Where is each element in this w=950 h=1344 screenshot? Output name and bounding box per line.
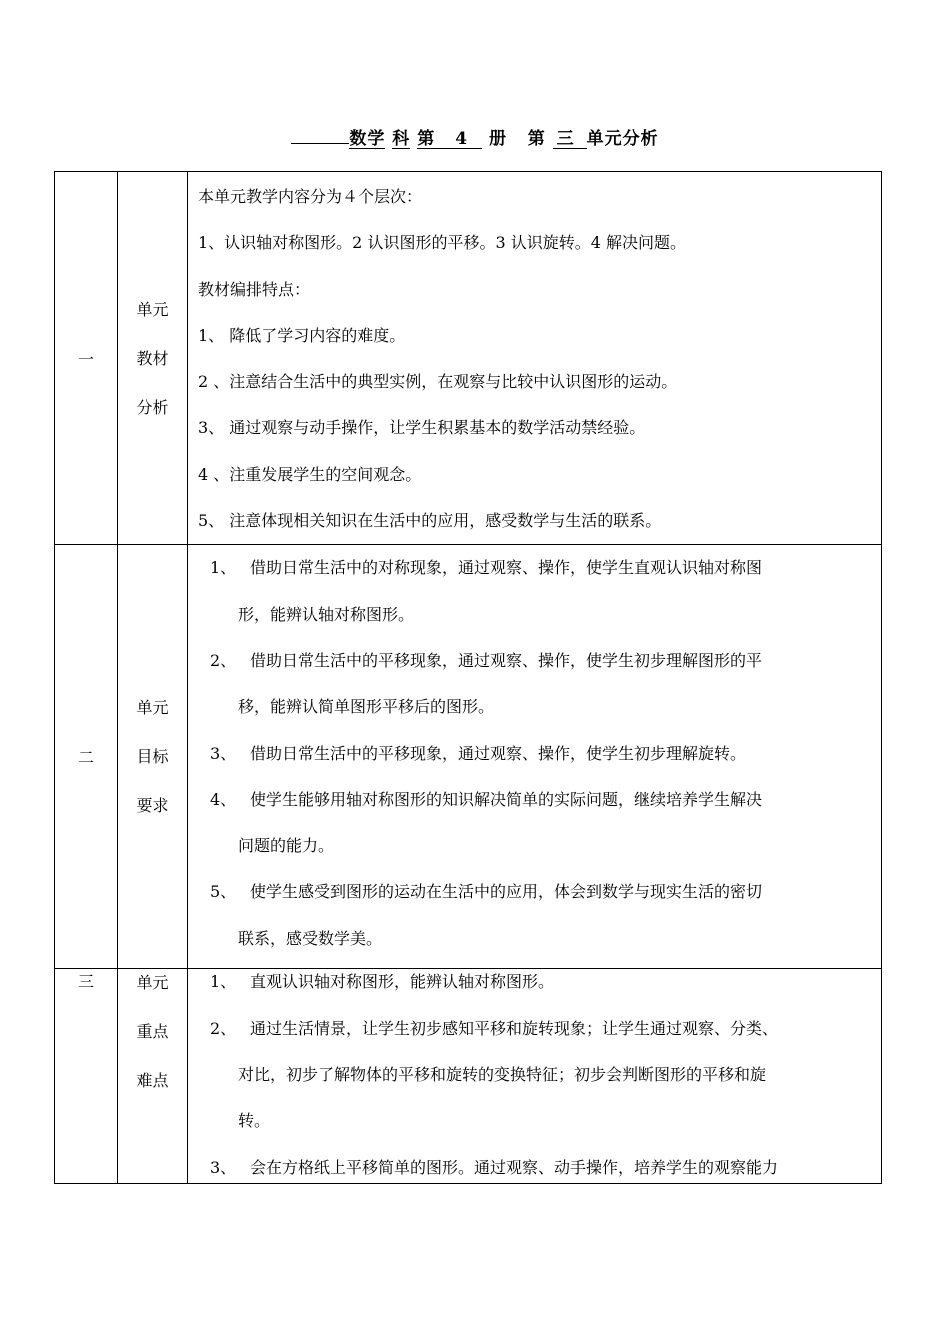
section-content bbox=[188, 172, 882, 545]
list-item: 1、 直观认识轴对称图形，能辨认轴对称图形。 bbox=[210, 972, 555, 992]
list-item: 4、 使学生能够用轴对称图形的知识解决简单的实际问题，继续培养学生解决 问题的能力。 bbox=[210, 789, 763, 856]
section-label: 单元 重点 难点 bbox=[118, 969, 188, 1184]
list-item: 1、 借助日常生活中的对称现象，通过观察、操作，使学生直观认识轴对称图 形，能辨认轴对称图形。 bbox=[210, 558, 763, 624]
list-item: 3、 借助日常生活中的平移现象，通过观察、操作，使学生初步理解旋转。 bbox=[210, 743, 747, 763]
title-di: 第 bbox=[417, 129, 436, 149]
list-item: 2、 借助日常生活中的平移现象，通过观察、操作，使学生初步理解图形的平 移，能辨认简单图形平移后的图形。 bbox=[210, 650, 763, 717]
content-line: 本单元教学内容分为４个层次： bbox=[198, 187, 423, 206]
title-di2: 第 bbox=[527, 129, 546, 149]
section-number: 二 bbox=[55, 545, 118, 969]
content-line: 3、 通过观察与动手操作，让学生积累基本的数学活动禁经验。 bbox=[198, 418, 646, 438]
content-line: 1、 降低了学习内容的难度。 bbox=[198, 325, 406, 345]
title-ke: 科 bbox=[392, 129, 411, 149]
section-row-3 bbox=[55, 969, 882, 1184]
volume-number: 4 bbox=[435, 130, 482, 149]
section-number: 三 bbox=[55, 969, 118, 1184]
section-number: 一 bbox=[55, 172, 118, 545]
list-item: 2、 通过生活情景，让学生初步感知平移和旋转现象；让学生通过观察、分类、 对比，初步了解物体的平移和旋转的变换特征；初步会判断图形的平移和旋 转。 bbox=[210, 1018, 779, 1131]
title-ce: 册 bbox=[488, 129, 507, 149]
content-line: 1、认识轴对称图形。2 认识图形的平移。3 认识旋转。4 解决问题。 bbox=[198, 233, 686, 253]
section-label: 单元 目标 要求 bbox=[118, 545, 188, 969]
section-content bbox=[188, 545, 882, 969]
list-item: 3、 会在方格纸上平移简单的图形。通过观察、动手操作，培养学生的观察能力 bbox=[210, 1157, 779, 1177]
unit-number: 三 bbox=[553, 130, 587, 149]
page-title bbox=[0, 124, 950, 149]
section-row-2 bbox=[55, 545, 882, 969]
section-row-1 bbox=[55, 172, 882, 545]
list-item: 5、 使学生感受到图形的运动在生活中的应用，体会到数学与现实生活的密切 联系，感受数学美。 bbox=[210, 882, 763, 948]
title-blank bbox=[291, 143, 349, 144]
section-content bbox=[188, 969, 882, 1184]
section-label: 单元 教材 分析 bbox=[118, 172, 188, 545]
content-line: 教材编排特点： bbox=[198, 279, 311, 299]
content-line: 2 、注意结合生活中的典型实例，在观察与比较中认识图形的运动。 bbox=[198, 372, 678, 392]
content-line: 4 、注重发展学生的空间观念。 bbox=[198, 464, 422, 484]
title-tail: 单元分析 bbox=[586, 129, 659, 149]
unit-analysis-table bbox=[54, 171, 882, 1184]
subject-name: 数学 bbox=[349, 129, 386, 149]
content-line: 5、 注意体现相关知识在生活中的应用，感受数学与生活的联系。 bbox=[198, 511, 662, 531]
